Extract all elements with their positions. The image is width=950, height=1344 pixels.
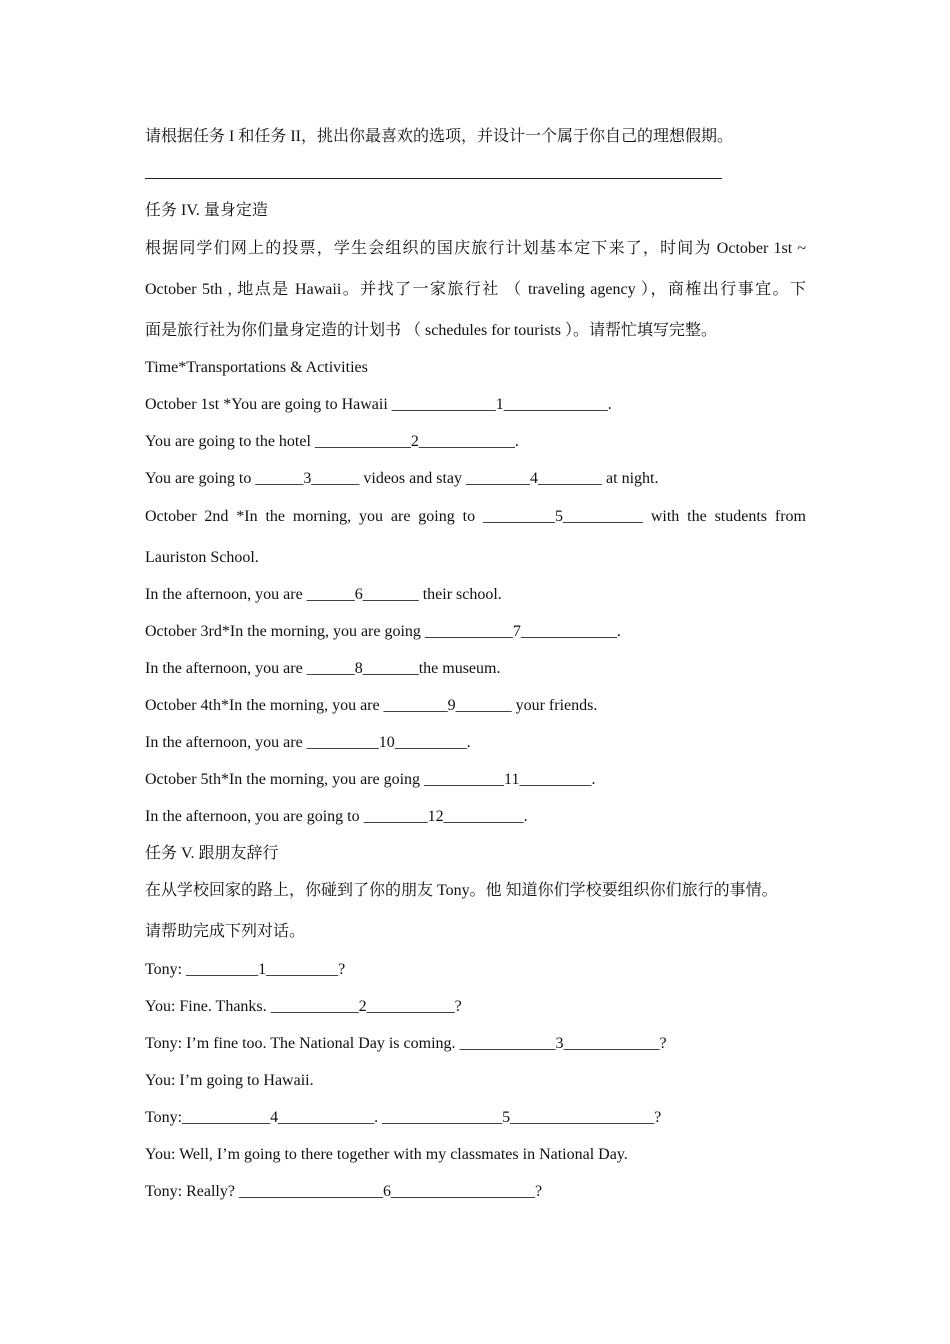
schedule-line: You are going to the hotel ____________2____________. bbox=[145, 433, 519, 450]
task4-heading: 任务 IV. 量身定造 bbox=[145, 202, 268, 219]
task5-para-line: 请帮助完成下列对话。 bbox=[145, 923, 306, 940]
schedule-line: October 1st *You are going to Hawaii _____________1_____________. bbox=[145, 396, 612, 413]
schedule-line: October 4th*In the morning, you are ________9_______ your friends. bbox=[145, 697, 598, 714]
schedule-line: In the afternoon, you are _________10_________. bbox=[145, 734, 471, 751]
schedule-line: October 5th*In the morning, you are going __________11_________. bbox=[145, 771, 596, 788]
dialogue-line: You: Well, I’m going to there together with my classmates in National Day. bbox=[145, 1146, 628, 1163]
task5-para-line: 在从学校回家的路上，你碰到了你的朋友 Tony。他 知道你们学校要组织你们旅行的事情。 bbox=[145, 882, 778, 899]
schedule-line: October 3rd*In the morning, you are going ___________7____________. bbox=[145, 623, 621, 640]
schedule-line: Lauriston School. bbox=[145, 549, 259, 566]
dialogue-line: Tony: Really? __________________6__________________? bbox=[145, 1183, 543, 1200]
task4-para-line: October 5th , 地点是 Hawaii。并找了一家旅行社 （ traveling agency ），商榷出行事宜。下 bbox=[145, 281, 806, 298]
schedule-line: In the afternoon, you are ______6_______ their school. bbox=[145, 586, 502, 603]
dialogue-line: Tony:___________4____________. _______________5__________________? bbox=[145, 1109, 662, 1126]
task4-para-line: 面是旅行社为你们量身定造的计划书 （ schedules for tourists ）。请帮忙填写完整。 bbox=[145, 322, 717, 339]
task4-para-line: 根据同学们网上的投票，学生会组织的国庆旅行计划基本定下来了，时间为 October 1st ~ bbox=[145, 240, 806, 257]
intro-instruction: 请根据任务 I 和任务 II，挑出你最喜欢的选项，并设计一个属于你自己的理想假期。 bbox=[145, 128, 733, 145]
dialogue-line: Tony: _________1_________? bbox=[145, 961, 346, 978]
schedule-line: You are going to ______3______ videos and stay ________4________ at night. bbox=[145, 470, 659, 487]
answer-line bbox=[145, 178, 722, 179]
schedule-line: In the afternoon, you are ______8_______the museum. bbox=[145, 660, 501, 677]
dialogue-line: Tony: I’m fine too. The National Day is coming. ____________3____________? bbox=[145, 1035, 667, 1052]
dialogue-line: You: Fine. Thanks. ___________2___________? bbox=[145, 998, 462, 1015]
schedule-header: Time*Transportations & Activities bbox=[145, 359, 368, 376]
dialogue-line: You: I’m going to Hawaii. bbox=[145, 1072, 314, 1089]
task5-heading: 任务 V. 跟朋友辞行 bbox=[145, 845, 279, 862]
schedule-line: In the afternoon, you are going to ________12__________. bbox=[145, 808, 528, 825]
schedule-line: October 2nd *In the morning, you are going to _________5__________ with the students from bbox=[145, 508, 806, 525]
